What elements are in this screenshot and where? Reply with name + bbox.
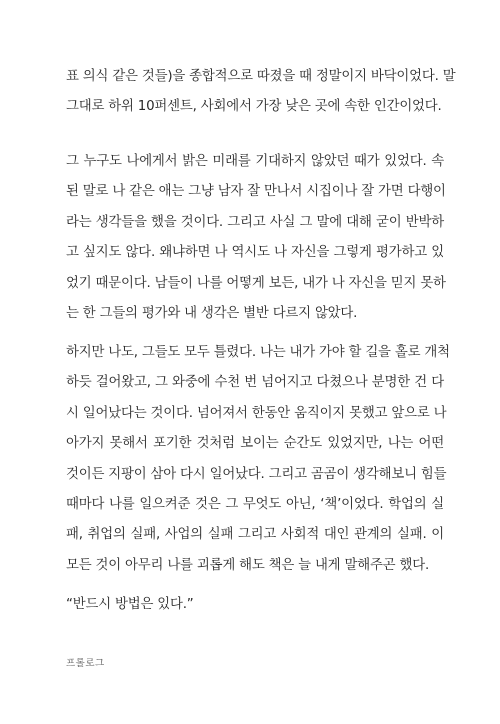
text-line: 시 일어났다는 것이다. 넘어져서 한동안 움직이지 못했고 앞으로 나 bbox=[66, 405, 447, 421]
paragraph-3 bbox=[66, 338, 450, 581]
text-line: 고 싶지도 않다. 왜냐하면 나 역시도 나 자신을 그렇게 평가하고 있 bbox=[66, 245, 444, 261]
text-line: 하지만 나도, 그들도 모두 틀렸다. 나는 내가 가야 할 길을 홀로 개척 bbox=[66, 345, 450, 360]
paragraph-1 bbox=[66, 62, 456, 123]
paragraph-quote bbox=[66, 590, 444, 620]
text-line: 아가지 못해서 포기한 것처럼 보이는 순간도 있었지만, 나는 어떤 bbox=[66, 436, 444, 452]
text-line: 그 누구도 나에게서 밝은 미래를 기대하지 않았던 때가 있었다. 속 bbox=[66, 154, 444, 169]
text-line: 패, 취업의 실패, 사업의 실패 그리고 사회적 대인 관계의 실패. 이 bbox=[66, 527, 444, 543]
running-footer: 프롤로그 bbox=[66, 658, 105, 669]
text-line: 때마다 나를 일으켜준 것은 그 무엇도 아닌, ‘책’이었다. 학업의 실 bbox=[66, 497, 444, 513]
paragraph-2 bbox=[66, 147, 444, 329]
text-line: 는 한 그들의 평가와 내 생각은 별반 다르지 않았다. bbox=[66, 306, 358, 322]
text-line: 그대로 하위 10퍼센트, 사회에서 가장 낮은 곳에 속한 인간이었다. bbox=[66, 99, 442, 115]
text-line: 하듯 걸어왔고, 그 와중에 수천 번 넘어지고 다쳤으나 분명한 건 다 bbox=[66, 375, 444, 391]
text-line: 표 의식 같은 것들)을 종합적으로 따졌을 때 정말이지 바닥이었다. 말 bbox=[66, 69, 456, 84]
text-line: 모든 것이 아무리 나를 괴롭게 해도 책은 늘 내게 말해주곤 했다. bbox=[66, 557, 430, 573]
quote-line: “반드시 방법은 있다.” bbox=[66, 597, 194, 612]
text-line: 었기 때문이다. 남들이 나를 어떻게 보든, 내가 나 자신을 믿지 못하 bbox=[66, 275, 446, 291]
text-line: 된 말로 나 같은 애는 그냥 남자 잘 만나서 시집이나 잘 가면 다행이 bbox=[66, 184, 446, 200]
text-line: 라는 생각들을 했을 것이다. 그리고 사실 그 말에 대해 굳이 반박하 bbox=[66, 214, 444, 230]
text-line: 것이든 지팡이 삼아 다시 일어났다. 그리고 곰곰이 생각해보니 힘들 bbox=[66, 466, 447, 482]
